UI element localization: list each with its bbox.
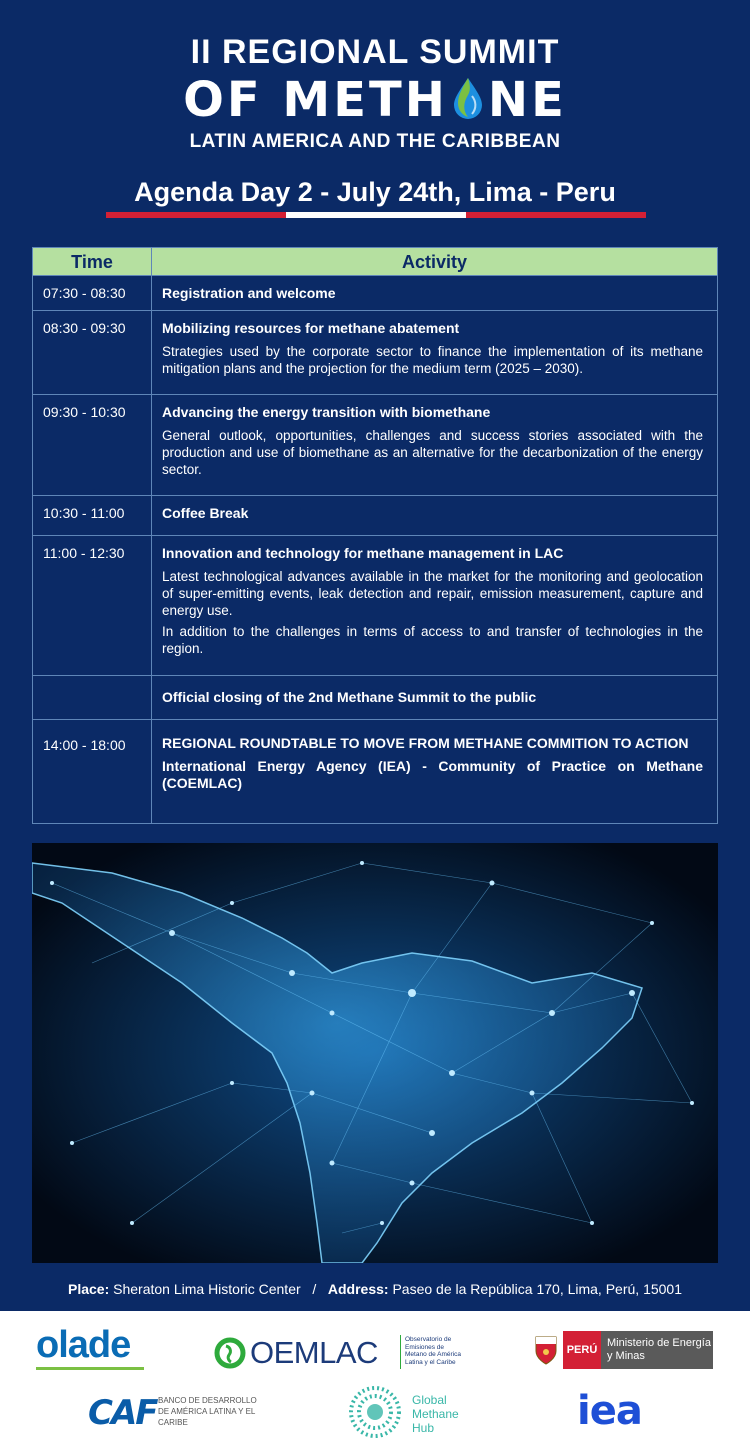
row-time: 14:00 - 18:00: [33, 720, 152, 824]
agenda-title: Agenda Day 2 - July 24th, Lima - Peru: [134, 177, 616, 207]
title-part-a: OF METH: [183, 72, 448, 128]
header-activity: Activity: [152, 248, 718, 276]
peru-ministerio-logo: [533, 1331, 713, 1369]
network-map-image: [32, 843, 718, 1263]
table-header: [33, 248, 718, 276]
row-description: Latest technological advances available in the market for the monitoring and geolocation of super-emitting events, leak detection and repair, emission measurement, capture and energy use.: [162, 569, 703, 618]
title-part-b: NE: [487, 72, 567, 128]
olade-logo: [36, 1325, 146, 1375]
row-title: Registration and welcome: [162, 285, 336, 301]
row-time: 10:30 - 11:00: [33, 496, 152, 536]
iea-logo: [577, 1388, 657, 1434]
row-time: 11:00 - 12:30: [33, 536, 152, 676]
globe-icon: [214, 1337, 246, 1369]
oemlac-wordmark: OEMLAC: [250, 1335, 378, 1370]
row-time: [33, 676, 152, 720]
peru-label: PERÚ: [563, 1331, 601, 1369]
table-row: [33, 536, 718, 676]
table-row: [33, 395, 718, 496]
table-row: [33, 676, 718, 720]
table-row: [33, 311, 718, 395]
agenda-table: [32, 247, 718, 824]
gmh-wordmark: Global Methane Hub: [412, 1393, 459, 1435]
title-line1: II REGIONAL SUMMIT: [190, 33, 560, 71]
global-methane-hub-logo: [346, 1383, 476, 1445]
place-value: Sheraton Lima Historic Center: [113, 1281, 301, 1297]
table-row: [33, 720, 718, 824]
row-title: Coffee Break: [162, 505, 249, 521]
address-value: Paseo de la República 170, Lima, Perú, 15001: [392, 1281, 682, 1297]
row-description: In addition to the challenges in terms of access to and transfer of technologies in the region.: [162, 624, 703, 656]
table-row: [33, 496, 718, 536]
iea-wordmark: iea: [577, 1388, 642, 1434]
title-line2: [0, 72, 750, 128]
row-title: REGIONAL ROUNDTABLE TO MOVE FROM METHANE COMMITION TO ACTION: [162, 735, 689, 751]
place-label: Place:: [67, 1281, 110, 1297]
address-label: Address:: [327, 1281, 389, 1297]
row-time: 08:30 - 09:30: [33, 311, 152, 395]
dotted-circle-icon: [346, 1383, 404, 1441]
oemlac-logo: [214, 1335, 464, 1375]
row-title: Advancing the energy transition with biomethane: [162, 404, 491, 420]
sponsor-logos: [0, 1311, 750, 1451]
caf-subtitle: BANCO DE DESARROLLO DE AMÉRICA LATINA Y EL CARIBE: [158, 1396, 257, 1427]
flag-underline: [106, 212, 646, 218]
row-title: Mobilizing resources for methane abatement: [162, 320, 460, 336]
row-description: General outlook, opportunities, challenges and success stories associated with the production and use of biomethane as an alternative for the decarbonization of the energy sector.: [162, 428, 703, 477]
oemlac-subtitle: Observatorio de Emisiones de Metano de América Latina y el Caribe: [405, 1336, 462, 1366]
separator: /: [312, 1281, 317, 1297]
row-time: 07:30 - 08:30: [33, 276, 152, 311]
venue-info: [0, 1281, 750, 1297]
row-description: Strategies used by the corporate sector to finance the implementation of its methane mitigation plans and the projection for the medium term (2025 – 2030).: [162, 344, 703, 376]
header: [0, 0, 750, 240]
ministerio-label: Ministerio de Energía y Minas: [601, 1331, 713, 1369]
row-title: Official closing of the 2nd Methane Summit to the public: [162, 689, 537, 705]
row-subtitle: International Energy Agency (IEA) - Community of Practice on Methane (COEMLAC): [162, 758, 703, 791]
methane-drop-icon: [450, 76, 486, 120]
caf-logo: [88, 1393, 268, 1435]
peru-shield-icon: [533, 1333, 559, 1367]
caf-wordmark: CAF: [88, 1393, 157, 1433]
header-time: Time: [33, 248, 152, 276]
row-title: Innovation and technology for methane management in LAC: [162, 545, 564, 561]
latin-america-network-map: [32, 843, 718, 1263]
olade-wordmark: olade: [36, 1324, 131, 1366]
subtitle: LATIN AMERICA AND THE CARIBBEAN: [189, 131, 561, 152]
table-row: [33, 276, 718, 311]
row-time: 09:30 - 10:30: [33, 395, 152, 496]
